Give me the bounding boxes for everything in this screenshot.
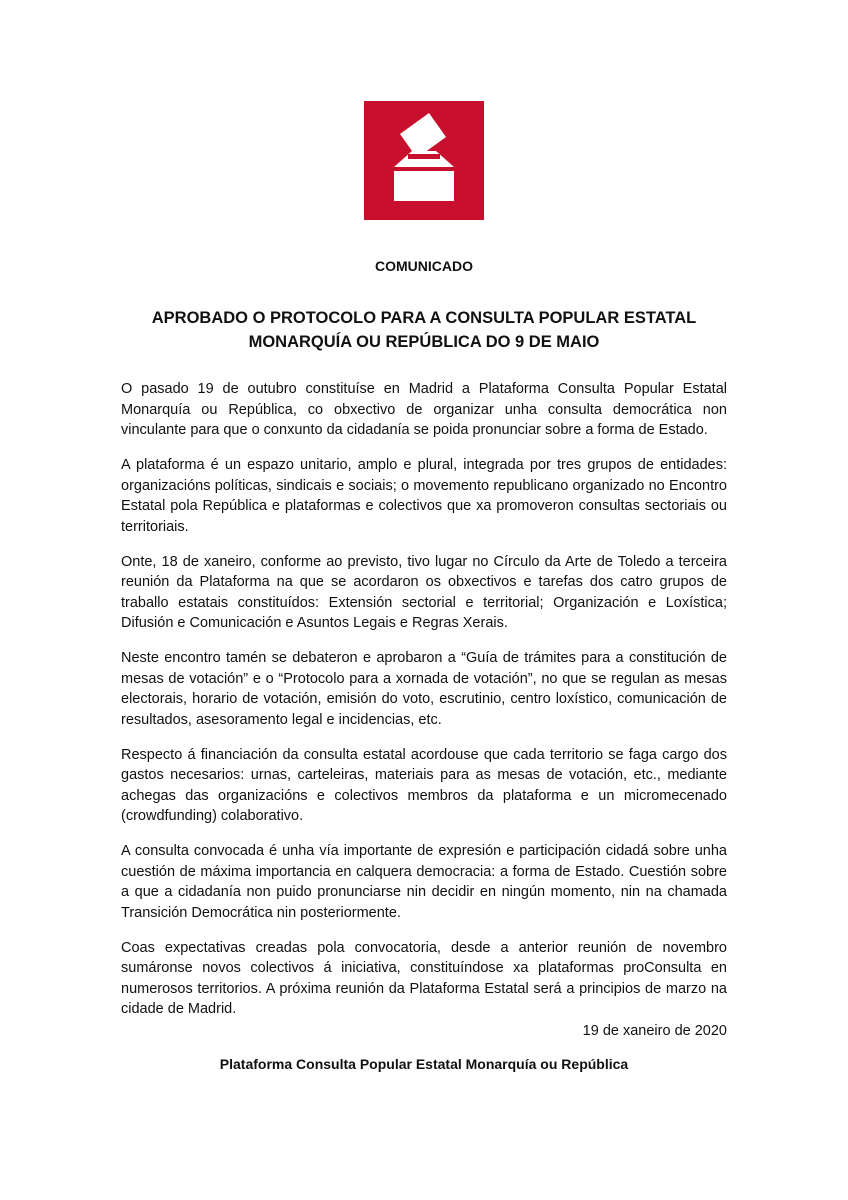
headline-line-1: APROBADO O PROTOCOLO PARA A CONSULTA POPULAR ESTATAL [151, 309, 697, 327]
date-line: 19 de xaneiro de 2020 [582, 1023, 727, 1039]
ballot-box-icon [364, 101, 484, 220]
signature: Plataforma Consulta Popular Estatal Monarquía ou República [219, 1056, 629, 1072]
paragraph: Respecto á financiación da consulta estatal acordouse que cada territorio se faga cargo dos gastos necesarios: urnas, carteleiras, materiais para as mesas de votación, etc., mediante achegas das organizacións e colectivos membros da plataforma e un micromecenado (crowdfunding) colaborativo. [121, 746, 727, 824]
document-label: COMUNICADO [375, 258, 473, 274]
body-text [121, 379, 727, 1034]
logo [364, 101, 484, 220]
paragraph: Neste encontro tamén se debateron e aprobaron a “Guía de trámites para a constitución de mesas de votación” e o “Protocolo para a xornada de votación”, no que se regulan as mesas electorais, horario de votación, emisión do voto, escrutinio, centro loxístico, comunicación de resultados, asesoramento legal e incidencias, etc. [121, 650, 727, 728]
paragraph: O pasado 19 de outubro constituíse en Madrid a Plataforma Consulta Popular Estatal Monarquía ou República, co obxectivo de organizar unha consulta democrática non vinculante para que o conxunto da cidadanía se poida pronunciar sobre a forma de Estado. [121, 381, 727, 438]
paragraph: Onte, 18 de xaneiro, conforme ao previsto, tivo lugar no Círculo da Arte de Toledo a terceira reunión da Plataforma na que se acordaron os obxectivos e tarefas dos catro grupos de traballo estatais constituídos: Extensión sectorial e territorial; Organización e Loxística; Difusión e Comunicación e Asuntos Legais e Regras Xerais. [121, 553, 727, 631]
headline-line-2: MONARQUÍA OU REPÚBLICA DO 9 DE MAIO [248, 333, 600, 351]
paragraph: A consulta convocada é unha vía importante de expresión e participación cidadá sobre unha cuestión de máxima importancia en calquera democracia: a forma de Estado. Cuestión sobre a que a cidadanía non puido pronunciarse nin decidir en ningún momento, nin na chamada Transición Democrática nin posteriormente. [121, 843, 727, 921]
paragraph: A plataforma é un espazo unitario, amplo e plural, integrada por tres grupos de entidades: organizacións políticas, sindicais e sociais; o movemento republicano organizado no Encontro Estatal pola República e plataformas e colectivos que xa promoveron consultas sectoriais ou territoriais. [121, 457, 727, 535]
headline [0, 306, 848, 354]
paragraph: Coas expectativas creadas pola convocatoria, desde a anterior reunión de novembro sumáronse novos colectivos á iniciativa, constituíndose xa plataformas proConsulta en numerosos territorios. A próxima reunión da Plataforma Estatal será a principios de marzo na cidade de Madrid. [121, 939, 727, 1017]
